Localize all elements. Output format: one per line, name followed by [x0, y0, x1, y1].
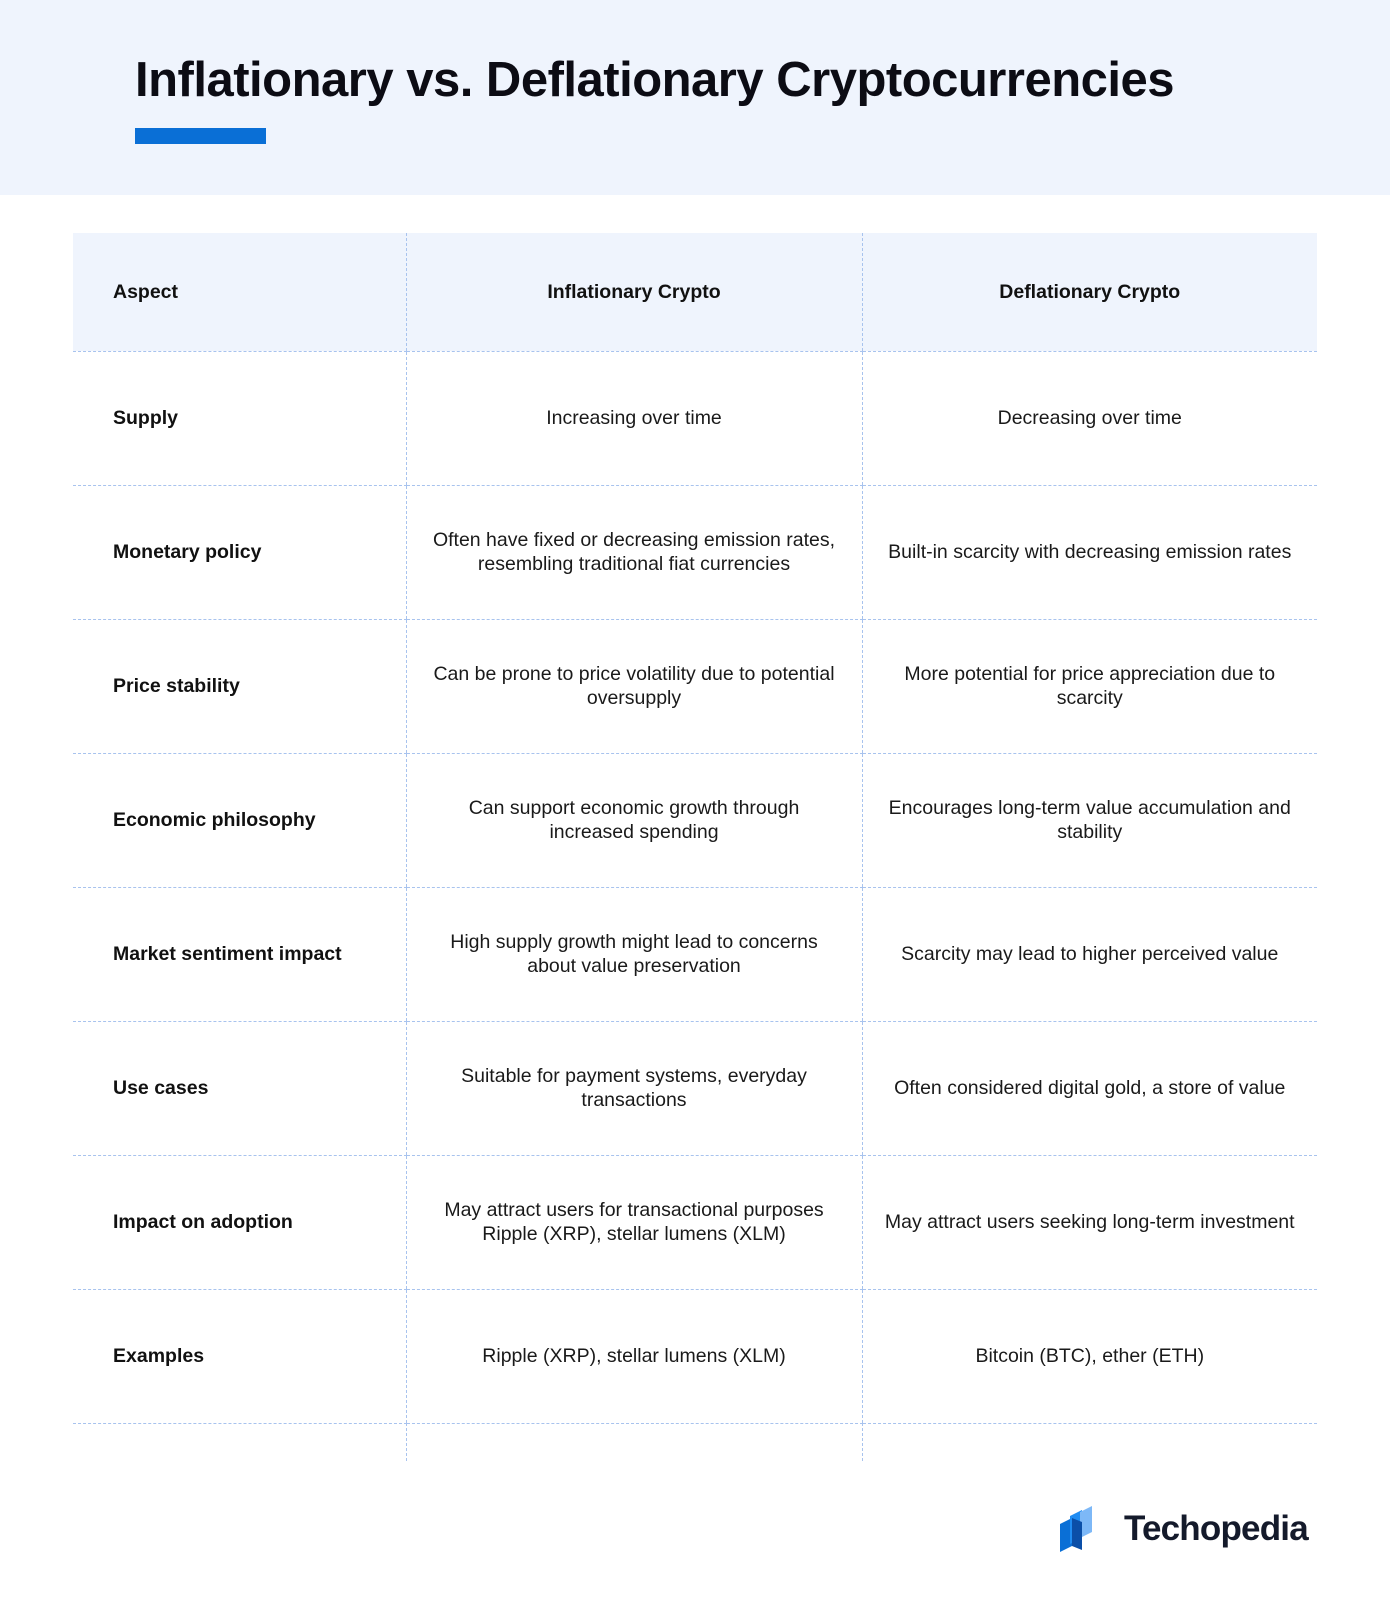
header-aspect: Aspect — [73, 233, 406, 351]
title-underline — [135, 128, 266, 144]
table-row — [73, 1021, 1317, 1155]
table-row — [73, 485, 1317, 619]
row-aspect: Economic philosophy — [73, 753, 406, 887]
row-inflationary: May attract users for transactional purposes Ripple (XRP), stellar lumens (XLM) — [406, 1155, 862, 1289]
row-aspect: Supply — [73, 351, 406, 485]
row-deflationary: Bitcoin (BTC), ether (ETH) — [862, 1289, 1317, 1423]
row-inflationary: High supply growth might lead to concerns about value preservation — [406, 887, 862, 1021]
row-aspect: Monetary policy — [73, 485, 406, 619]
row-inflationary: Can be prone to price volatility due to potential oversupply — [406, 619, 862, 753]
row-deflationary: Built-in scarcity with decreasing emission rates — [862, 485, 1317, 619]
table-row — [73, 887, 1317, 1021]
table-row — [73, 1155, 1317, 1289]
table-row — [73, 1289, 1317, 1423]
row-deflationary: Decreasing over time — [862, 351, 1317, 485]
logo-wordmark: Techopedia — [1124, 1509, 1308, 1548]
row-deflationary: Scarcity may lead to higher perceived value — [862, 887, 1317, 1021]
table-row — [73, 753, 1317, 887]
row-inflationary: Increasing over time — [406, 351, 862, 485]
row-inflationary: Can support economic growth through increased spending — [406, 753, 862, 887]
row-aspect: Impact on adoption — [73, 1155, 406, 1289]
column-divider-tail — [406, 1423, 407, 1461]
table-row — [73, 351, 1317, 485]
header-inflationary: Inflationary Crypto — [406, 233, 862, 351]
row-deflationary: Often considered digital gold, a store of value — [862, 1021, 1317, 1155]
table-row — [73, 619, 1317, 753]
table-header-row — [73, 233, 1317, 351]
row-aspect: Use cases — [73, 1021, 406, 1155]
row-inflationary: Suitable for payment systems, everyday transactions — [406, 1021, 862, 1155]
comparison-table — [73, 233, 1317, 1424]
row-aspect: Market sentiment impact — [73, 887, 406, 1021]
page-title: Inflationary vs. Deflationary Cryptocurrencies — [135, 53, 1174, 107]
row-inflationary: Ripple (XRP), stellar lumens (XLM) — [406, 1289, 862, 1423]
row-aspect: Examples — [73, 1289, 406, 1423]
techopedia-logo-icon — [1060, 1506, 1106, 1552]
row-deflationary: May attract users seeking long-term investment — [862, 1155, 1317, 1289]
comparison-table-wrapper — [73, 233, 1317, 1424]
row-inflationary: Often have fixed or decreasing emission rates, resembling traditional fiat currencies — [406, 485, 862, 619]
techopedia-logo — [1060, 1506, 1308, 1552]
row-deflationary: More potential for price appreciation due to scarcity — [862, 619, 1317, 753]
header-deflationary: Deflationary Crypto — [862, 233, 1317, 351]
row-deflationary: Encourages long-term value accumulation and stability — [862, 753, 1317, 887]
row-aspect: Price stability — [73, 619, 406, 753]
column-divider-tail — [862, 1423, 863, 1461]
